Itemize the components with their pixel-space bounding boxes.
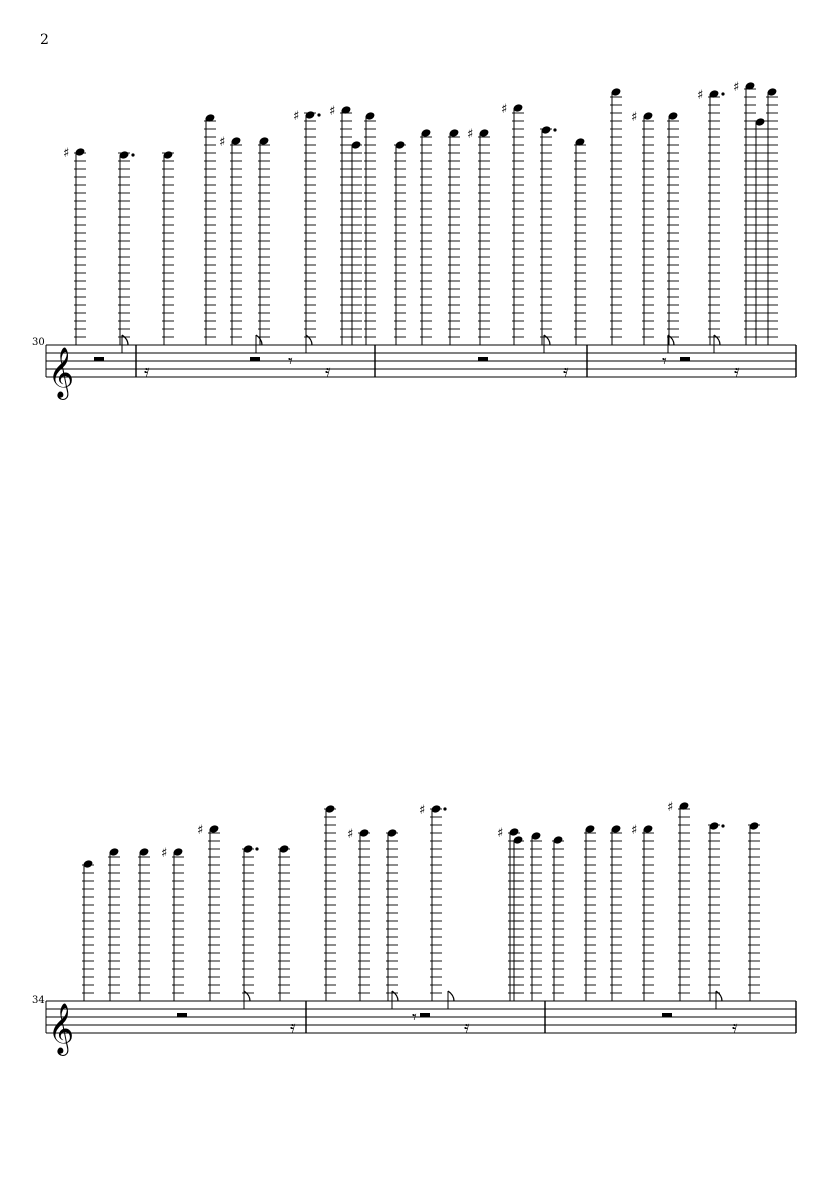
half-rest (177, 1013, 187, 1017)
sharp-sign: ♯ (733, 80, 740, 95)
sharp-sign: ♯ (667, 800, 674, 815)
note-flag (392, 991, 398, 1001)
note-flag (716, 991, 722, 1001)
sixteenth-rest: 𝄿 (563, 361, 569, 382)
sharp-sign: ♯ (219, 135, 226, 150)
treble-clef: 𝄞 (48, 347, 75, 398)
sixteenth-rest: 𝄿 (734, 361, 740, 382)
half-rest (94, 357, 104, 361)
augmentation-dot (553, 128, 556, 131)
note-flag (122, 335, 128, 345)
half-rest (662, 1013, 672, 1017)
augmentation-dot (255, 847, 258, 850)
page-number: 2 (40, 32, 49, 48)
note-flag (544, 335, 550, 345)
sharp-sign: ♯ (161, 846, 168, 861)
sharp-sign: ♯ (197, 823, 204, 838)
sharp-sign: ♯ (63, 146, 70, 161)
sixteenth-rest: 𝄿 (325, 361, 331, 382)
sixteenth-rest: 𝄿 (144, 361, 150, 382)
eighth-rest: 𝄾 (662, 351, 667, 372)
sharp-sign: ♯ (631, 110, 638, 125)
augmentation-dot (317, 113, 320, 116)
augmentation-dot (443, 807, 446, 810)
sharp-sign: ♯ (501, 102, 508, 117)
measure-number-system-2: 34 (32, 995, 45, 1006)
note-flag (244, 991, 250, 1001)
sharp-sign: ♯ (631, 823, 638, 838)
half-rest (420, 1013, 430, 1017)
sharp-sign: ♯ (329, 104, 336, 119)
augmentation-dot (721, 92, 724, 95)
half-rest (250, 357, 260, 361)
sharp-sign: ♯ (467, 127, 474, 142)
sharp-sign: ♯ (697, 88, 704, 103)
eighth-rest: 𝄾 (288, 351, 293, 372)
note-flag (448, 991, 454, 1001)
sixteenth-rest: 𝄿 (732, 1017, 738, 1038)
note-flag (714, 335, 720, 345)
augmentation-dot (721, 824, 724, 827)
sharp-sign: ♯ (497, 826, 504, 841)
sharp-sign: ♯ (293, 109, 300, 124)
treble-clef: 𝄞 (48, 1003, 75, 1054)
augmentation-dot (131, 153, 134, 156)
measure-number-system-1: 30 (32, 337, 45, 348)
half-rest (478, 357, 488, 361)
half-rest (680, 357, 690, 361)
note-flag (256, 335, 262, 345)
sharp-sign: ♯ (347, 827, 354, 842)
sixteenth-rest: 𝄿 (290, 1017, 296, 1038)
eighth-rest: 𝄾 (412, 1007, 417, 1028)
note-flag (306, 335, 312, 345)
sixteenth-rest: 𝄿 (464, 1017, 470, 1038)
sharp-sign: ♯ (419, 803, 426, 818)
